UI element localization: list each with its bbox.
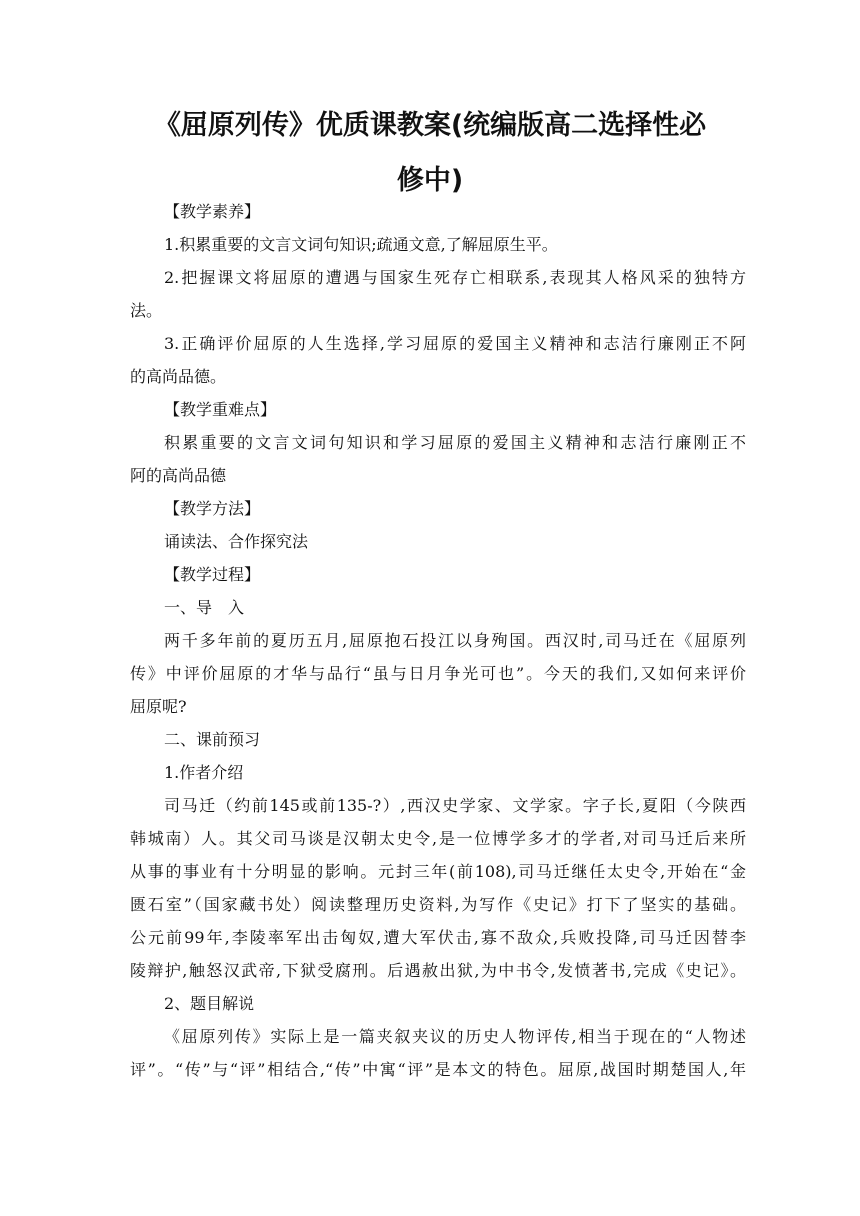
intro-line-2: 传》中评价屈原的才华与品行“虽与日月争光可也”。今天的我们,又如何来评价 bbox=[130, 664, 746, 683]
intro-line-1: 两千多年前的夏历五月,屈原抱石投江以身殉国。西汉时,司马迁在《屈原列 bbox=[164, 631, 746, 650]
literacy-item-2-line-1: 2.把握课文将屈原的遭遇与国家生死存亡相联系,表现其人格风采的独特方 bbox=[164, 268, 746, 287]
section-heading-key-points: 【教学重难点】 bbox=[164, 400, 277, 419]
author-line-4: 匮石室”（国家藏书处）阅读整理历史资料,为写作《史记》打下了坚实的基础。 bbox=[130, 895, 746, 914]
topic-line-1: 《屈原列传》实际上是一篇夹叙夹议的历史人物评传,相当于现在的“人物述 bbox=[164, 1027, 746, 1046]
literacy-item-1: 1.积累重要的文言文词句知识;疏通文意,了解屈原生平。 bbox=[164, 235, 558, 254]
key-points-line-2: 阿的高尚品德 bbox=[130, 466, 227, 485]
author-line-1: 司马迁（约前145或前135-?）,西汉史学家、文学家。字子长,夏阳（今陕西 bbox=[164, 796, 746, 815]
author-line-6: 陵辩护,触怒汉武帝,下狱受腐刑。后遇赦出狱,为中书令,发愤著书,完成《史记》。 bbox=[130, 961, 746, 980]
literacy-item-2-line-2: 法。 bbox=[130, 301, 163, 320]
title-line-2: 修中) bbox=[396, 165, 464, 196]
intro-line-3: 屈原呢? bbox=[130, 697, 187, 716]
author-line-2: 韩城南）人。其父司马谈是汉朝太史令,是一位博学多才的学者,对司马迁后来所 bbox=[130, 829, 746, 848]
key-points-line-1: 积累重要的文言文词句知识和学习屈原的爱国主义精神和志洁行廉刚正不 bbox=[164, 433, 746, 452]
sub-heading-topic: 2、题目解说 bbox=[164, 994, 255, 1013]
author-line-3: 从事的事业有十分明显的影响。元封三年(前108),司马迁继任太史令,开始在“金 bbox=[130, 862, 746, 881]
topic-line-2: 评”。“传”与“评”相结合,“传”中寓“评”是本文的特色。屈原,战国时期楚国人,年 bbox=[130, 1060, 746, 1079]
author-line-5: 公元前99年,李陵率军出击匈奴,遭大军伏击,寡不敌众,兵败投降,司马迁因替李 bbox=[130, 928, 746, 947]
part-2-heading: 二、课前预习 bbox=[164, 730, 261, 749]
sub-heading-author: 1.作者介绍 bbox=[164, 763, 244, 782]
method-text: 诵读法、合作探究法 bbox=[164, 532, 309, 551]
section-heading-process: 【教学过程】 bbox=[164, 565, 261, 584]
section-heading-method: 【教学方法】 bbox=[164, 499, 261, 518]
literacy-item-3-line-2: 的高尚品德。 bbox=[130, 367, 227, 386]
title-line-1: 《屈原列传》优质课教案(统编版高二选择性必 bbox=[153, 110, 707, 141]
document-title bbox=[130, 98, 730, 208]
part-1-heading: 一、导 入 bbox=[164, 598, 245, 617]
literacy-item-3-line-1: 3.正确评价屈原的人生选择,学习屈原的爱国主义精神和志洁行廉刚正不阿 bbox=[164, 334, 746, 353]
section-heading-literacy: 【教学素养】 bbox=[164, 202, 261, 221]
